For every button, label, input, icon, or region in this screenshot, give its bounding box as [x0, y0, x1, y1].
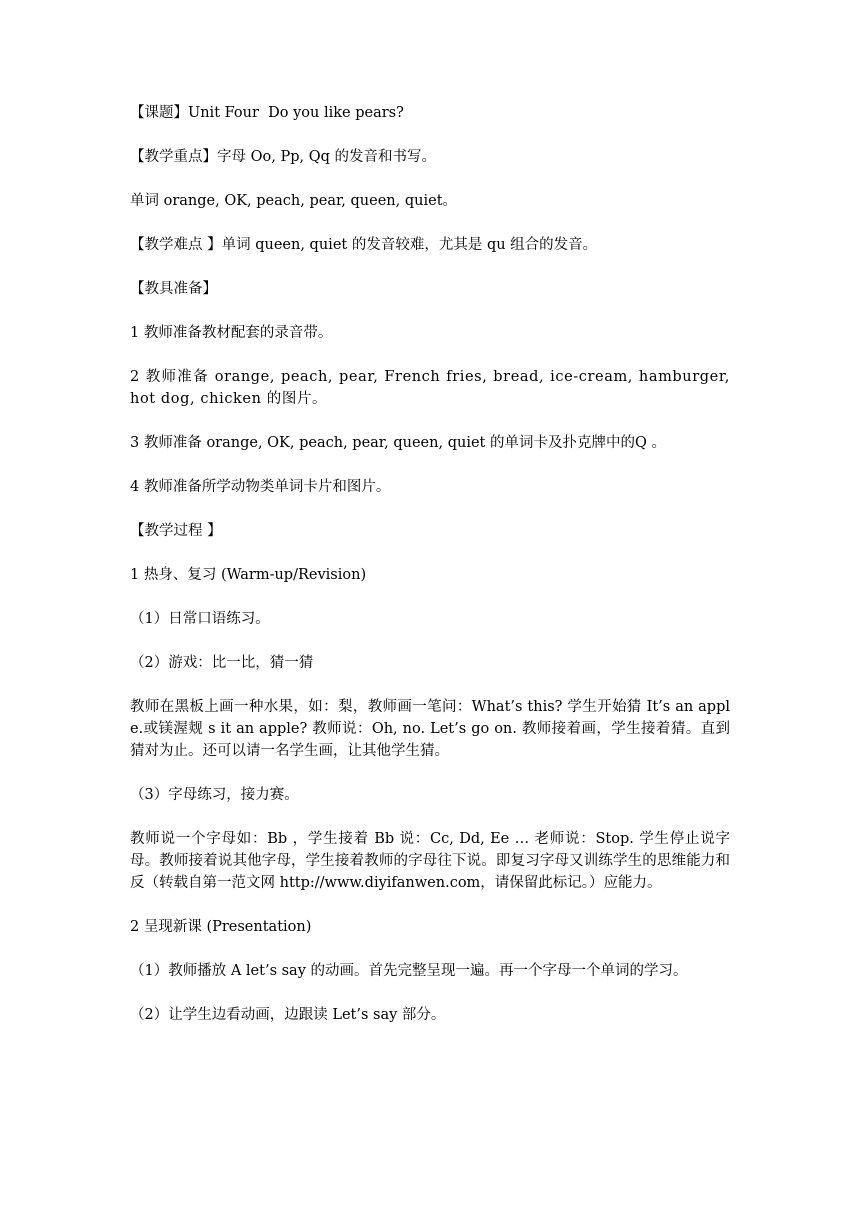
difficult-points: 【教学难点 】单词 queen, quiet 的发音较难，尤其是 qu 组合的发音。: [130, 237, 598, 253]
step-2-item-2: （2）让学生边看动画，边跟读 Let’s say 部分。: [130, 1007, 446, 1023]
document-body: [130, 102, 736, 1048]
key-points: 【教学重点】字母 Oo, Pp, Qq 的发音和书写。: [130, 149, 436, 165]
step-1-item-2: （2）游戏：比一比，猜一猜: [130, 655, 314, 671]
materials-item-1: 1 教师准备教材配套的录音带。: [130, 325, 333, 341]
materials-item-3: 3 教师准备 orange, OK, peach, pear, queen, quiet 的单词卡及扑克牌中的Q 。: [130, 435, 666, 451]
process-heading: 【教学过程 】: [130, 523, 222, 539]
step-2-heading: 2 呈现新课 (Presentation): [130, 919, 312, 935]
game-description: 教师在黑板上画一种水果，如：梨，教师画一笔问：What’s this? 学生开始猜 It’s an apple.或镁渥觌 s it an apple? 教师说：Oh, no. Let’s go on. 教师接着画，学生接着猜。直到猜对为止。还可以请一名学生画，让其他学生猜。: [130, 699, 730, 759]
materials-item-4: 4 教师准备所学动物类单词卡片和图片。: [130, 479, 391, 495]
step-1-item-1: （1）日常口语练习。: [130, 611, 270, 627]
materials-item-2: 2 教师准备 orange, peach, pear, French fries, bread, ice-cream, hamburger, hot dog, chicken 的图片。: [130, 369, 736, 407]
lesson-title: 【课题】Unit Four Do you like pears?: [130, 105, 404, 121]
materials-heading: 【教具准备】: [130, 281, 217, 297]
step-1-heading: 1 热身、复习 (Warm-up/Revision): [130, 567, 367, 583]
vocabulary-words: 单词 orange, OK, peach, pear, queen, quiet。: [130, 193, 458, 209]
step-2-item-1: （1）教师播放 A let’s say 的动画。首先完整呈现一遍。再一个字母一个单词的学习。: [130, 963, 688, 979]
relay-description: 教师说一个字母如：Bb ，学生接着 Bb 说：Cc, Dd, Ee … 老师说：Stop. 学生停止说字母。教师接着说其他字母，学生接着教师的字母往下说。即复习字母又训练学生的思维能力和反（转载自第一范文网 http://www.diyifanwen.com，请保留此标记。）应能力。: [130, 831, 730, 891]
step-1-item-3: （3）字母练习，接力赛。: [130, 787, 299, 803]
